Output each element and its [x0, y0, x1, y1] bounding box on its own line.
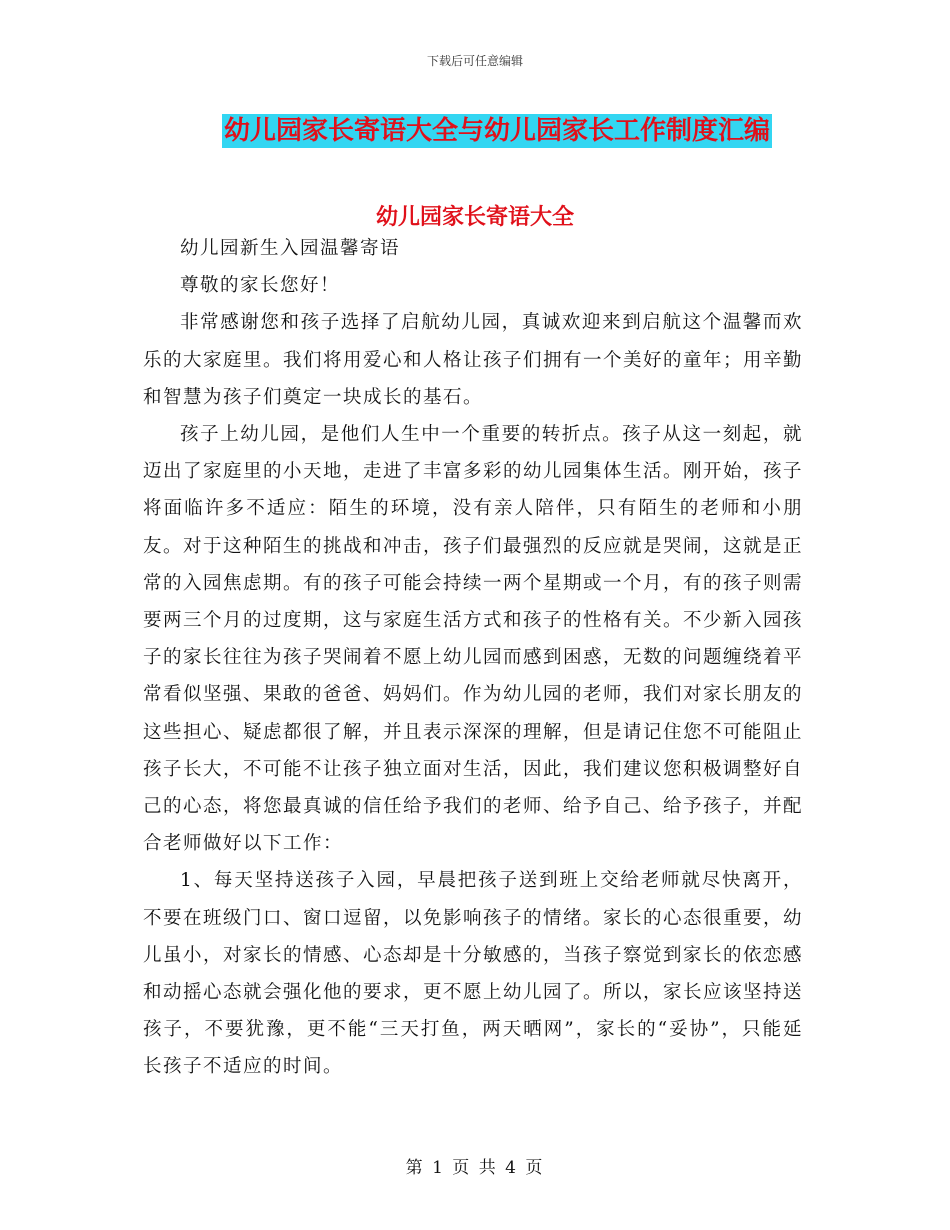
main-title-container — [222, 114, 772, 148]
header-note: 下载后可任意编辑 — [426, 54, 523, 68]
paragraph-welcome: 非常感谢您和孩子选择了启航幼儿园，真诚欢迎来到启航这个温馨而欢乐的大家庭里。我们将用爱心和人格让孩子们拥有一个美好的童年；用辛勤和智慧为孩子们奠定一块成长的基石。 — [143, 312, 804, 408]
section-title: 幼儿园家长寄语大全 — [375, 204, 574, 230]
paragraph-transition: 孩子上幼儿园，是他们人生中一个重要的转折点。孩子从这一刻起，就迈出了家庭里的小天地，走进了丰富多彩的幼儿园集体生活。刚开始，孩子将面临许多不适应：陌生的环境，没有亲人陪伴，只有陌生的老师和小朋友。对于这种陌生的挑战和冲击，孩子们最强烈的反应就是哭闹，这就是正常的入园焦虑期。有的孩子可能会持续一两个星期或一个月，有的孩子则需要两三个月的过度期，这与家庭生活方式和孩子的性格有关。不少新入园孩子的家长往往为孩子哭闹着不愿上幼儿园而感到困惑，无数的问题缠绕着平常看似坚强、果敢的爸爸、妈妈们。作为幼儿园的老师，我们对家长朋友的这些担心、疑虑都很了解，并且表示深深的理解，但是请记住您不可能阻止孩子长大，不可能不让孩子独立面对生活，因此，我们建议您积极调整好自己的心态，将您最真诚的信任给予我们的老师、给予自己、给予孩子，并配合老师做好以下工作： — [143, 424, 804, 855]
main-title: 幼儿园家长寄语大全与幼儿园家长工作制度汇编 — [224, 116, 771, 146]
body-text — [143, 230, 803, 1086]
paragraph-item-1: 1、每天坚持送孩子入园，早晨把孩子送到班上交给老师就尽快离开，不要在班级门口、窗口逗留，以免影响孩子的情绪。家长的心态很重要，幼儿虽小，对家长的情感、心态却是十分敏感的，当孩子察觉到家长的依恋感和动摇心态就会强化他的要求，更不愿上幼儿园了。所以，家长应该坚持送孩子，不要犹豫，更不能“三天打鱼，两天晒网”，家长的“妥协”，只能延长孩子不适应的时间。 — [143, 870, 804, 1078]
paragraph-salutation: 尊敬的家长您好！ — [180, 275, 341, 297]
page-footer: 第 1 页 共 4 页 — [405, 1158, 545, 1178]
paragraph-greeting-title: 幼儿园新生入园温馨寄语 — [180, 238, 401, 259]
